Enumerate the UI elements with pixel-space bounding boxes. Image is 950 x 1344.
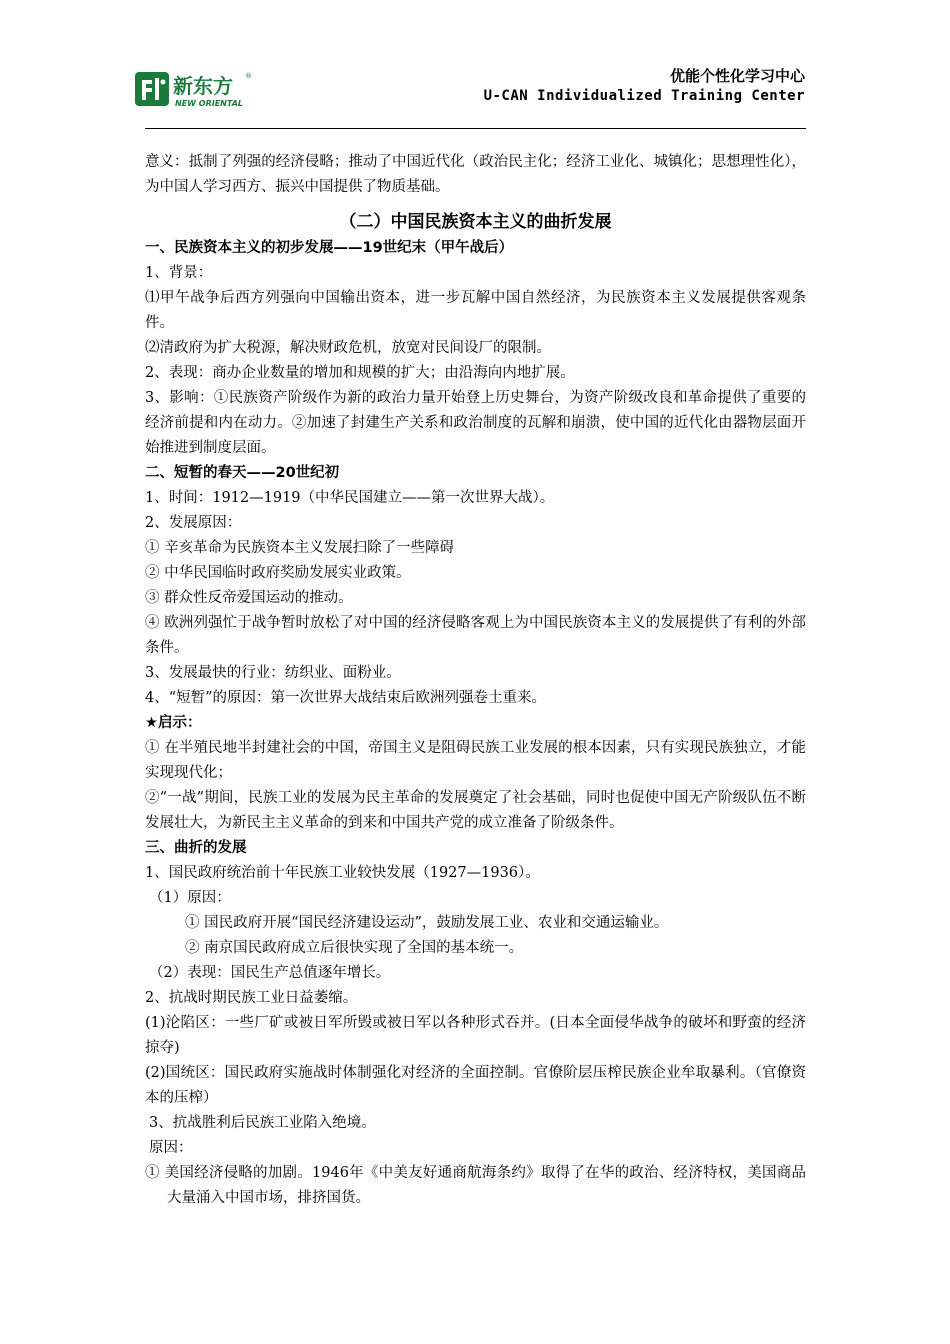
- intro-paragraph: 意义：抵制了列强的经济侵略；推动了中国近代化（政治民主化；经济工业化、城镇化；思想理性化），为中国人学习西方、振兴中国提供了物质基础。: [145, 154, 806, 195]
- center-name-cn: 优能个性化学习中心: [669, 67, 805, 85]
- part3-item-3: 3、抗战胜利后民族工业陷入绝境。: [149, 1115, 376, 1131]
- part3-item-1: 1、国民政府统治前十年民族工业较快发展（1927—1936）。: [145, 865, 540, 881]
- part1-heading: 一、民族资本主义的初步发展——19世纪末（甲午战后）: [145, 240, 514, 256]
- part2-insight-2: ②“一战”期间，民族工业的发展为民主革命的发展奠定了社会基础，同时也促使中国无产阶级队伍不断发展壮大，为新民主主义革命的到来和中国共产党的成立准备了阶级条件。: [145, 790, 806, 831]
- header-divider: [145, 128, 806, 129]
- part2-insight-label: ★启示：: [145, 715, 202, 731]
- part2-time: 1、时间：1912—1919（中华民国建立——第一次世界大战）。: [145, 490, 555, 506]
- part2-reason-2: ② 中华民国临时政府奖励发展实业政策。: [145, 565, 411, 581]
- part3-item-2: 2、抗战时期民族工业日益萎缩。: [145, 990, 358, 1006]
- part2-reason-label: 2、发展原因：: [145, 515, 242, 531]
- part3-item-1-reason-label: （1）原因：: [149, 890, 231, 906]
- part1-impact: 3、影响：①民族资产阶级作为新的政治力量开始登上历史舞台，为资产阶级改良和革命提供了重要的经济前提和内在动力。②加速了封建生产关系和政治制度的瓦解和崩溃，使中国的近代化由器物层面开始推进到制度层面。: [145, 390, 806, 456]
- center-name-en: U-CAN Individualized Training Center: [483, 88, 805, 104]
- part2-fastest-industry: 3、发展最快的行业：纺织业、面粉业。: [145, 665, 401, 681]
- new-oriental-logo: [133, 66, 263, 110]
- part1-bg-label: 1、背景：: [145, 265, 213, 281]
- part3-item-3-reason-1: ① 美国经济侵略的加剧。1946年《中美友好通商航海条约》取得了在华的政治、经济特权，美国商品大量涌入中国市场，排挤国货。: [145, 1165, 806, 1206]
- part3-item-1-performance: （2）表现：国民生产总值逐年增长。: [149, 965, 391, 981]
- svg-text:®: ®: [245, 72, 252, 80]
- part3-item-3-reason-label: 原因：: [149, 1140, 193, 1156]
- document-body: [145, 150, 806, 1211]
- part2-short-reason: 4、“短暂”的原因：第一次世界大战结束后欧洲列强卷土重来。: [145, 690, 547, 706]
- logo-text-en: NEW ORIENTAL: [175, 99, 243, 108]
- part3-item-2-b: (2)国统区：国民政府实施战时体制强化对经济的全面控制。官僚阶层压榨民族企业牟取暴利。（官僚资本的压榨）: [145, 1065, 806, 1106]
- part2-reason-1: ① 辛亥革命为民族资本主义发展扫除了一些障碍: [145, 540, 455, 556]
- header-center-name: [484, 66, 805, 106]
- section-title: （二）中国民族资本主义的曲折发展: [339, 212, 612, 232]
- part3-item-1-reason-2: ② 南京国民政府成立后很快实现了全国的基本统一。: [185, 940, 524, 956]
- part1-performance: 2、表现：商办企业数量的增加和规模的扩大；由沿海向内地扩展。: [145, 365, 575, 381]
- part2-heading: 二、短暂的春天——20世纪初: [145, 465, 340, 481]
- part3-heading: 三、曲折的发展: [145, 840, 247, 856]
- part3-item-1-reason-1: ① 国民政府开展“国民经济建设运动”，鼓励发展工业、农业和交通运输业。: [185, 915, 669, 931]
- part2-reason-4: ④ 欧洲列强忙于战争暂时放松了对中国的经济侵略客观上为中国民族资本主义的发展提供了有利的外部条件。: [145, 615, 806, 656]
- part1-bg1: ⑴甲午战争后西方列强向中国输出资本，进一步瓦解中国自然经济，为民族资本主义发展提供客观条件。: [145, 290, 806, 331]
- part1-bg2: ⑵清政府为扩大税源，解决财政危机，放宽对民间设厂的限制。: [145, 340, 551, 356]
- part2-reason-3: ③ 群众性反帝爱国运动的推动。: [145, 590, 353, 606]
- part2-insight-1: ① 在半殖民地半封建社会的中国，帝国主义是阻碍民族工业发展的根本因素，只有实现民族独立，才能实现现代化；: [145, 740, 806, 781]
- logo-text-cn: 新东方: [173, 74, 233, 98]
- part3-item-2-a: (1)沦陷区：一些厂矿或被日军所毁或被日军以各种形式吞并。(日本全面侵华战争的破坏和野蛮的经济掠夺): [145, 1015, 806, 1056]
